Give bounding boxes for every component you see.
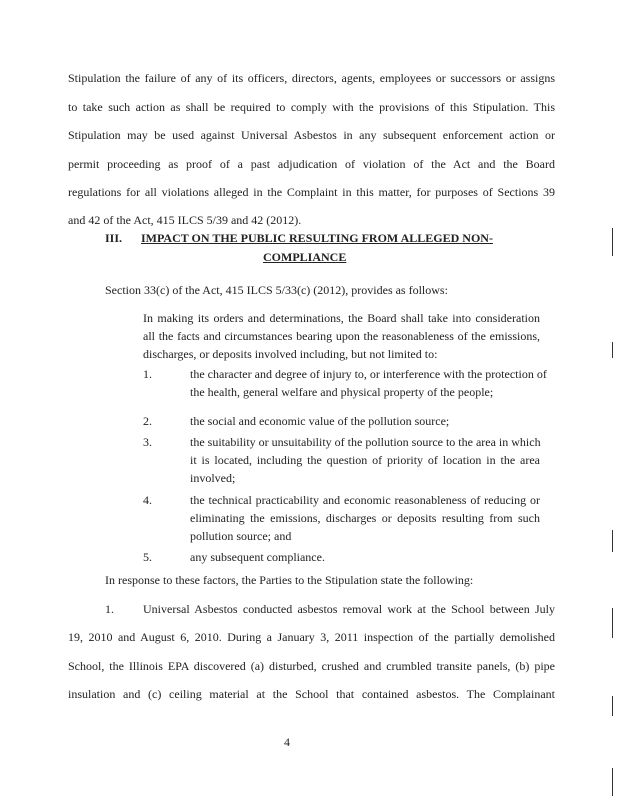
scan-artifact <box>612 530 613 552</box>
item-number: 1. <box>105 602 114 616</box>
body-line: Stipulation the failure of any of its officers, directors, agents, employees or successors or assigns <box>68 71 555 85</box>
quote-line: discharges, or deposits involved including, but not limited to: <box>143 347 438 361</box>
factor-number: 4. <box>143 493 152 507</box>
factor-line: the character and degree of injury to, or interference with the protection of <box>190 367 547 381</box>
quote-line: all the facts and circumstances bearing upon the reasonableness of the emissions, <box>143 329 540 343</box>
intro-text: Section 33(c) of the Act, 415 ILCS 5/33(c) (2012), provides as follows: <box>105 283 448 297</box>
factor-number: 3. <box>143 435 152 449</box>
body-line: regulations for all violations alleged in the Complaint in this matter, for purposes of Sections 39 <box>68 185 555 199</box>
factor-line: the social and economic value of the pollution source; <box>190 414 450 428</box>
body-line: School, the Illinois EPA discovered (a) disturbed, crushed and crumbled transite panels, (b) pipe <box>68 659 555 673</box>
body-line: to take such action as shall be required to comply with the provisions of this Stipulation. This <box>68 100 555 114</box>
page-number: 4 <box>284 735 290 749</box>
factor-line: it is located, including the question of priority of location in the area <box>190 453 540 467</box>
factor-line: eliminating the emissions, discharges or deposits resulting from such <box>190 511 540 525</box>
scan-artifact <box>612 608 613 638</box>
factor-line: pollution source; and <box>190 529 292 543</box>
body-line: Universal Asbestos conducted asbestos removal work at the School between July <box>143 602 555 616</box>
factor-number: 2. <box>143 414 152 428</box>
body-line: and 42 of the Act, 415 ILCS 5/39 and 42 (2012). <box>68 213 302 227</box>
factor-line: the suitability or unsuitability of the pollution source to the area in which <box>190 435 541 449</box>
factor-line: the health, general welfare and physical property of the people; <box>190 385 494 399</box>
body-line: 19, 2010 and August 6, 2010. During a January 3, 2011 inspection of the partially demolished <box>68 630 555 644</box>
scan-artifact <box>612 342 613 358</box>
section-number: III. <box>105 231 123 245</box>
factor-line: any subsequent compliance. <box>190 550 325 564</box>
factor-line: involved; <box>190 471 236 485</box>
quote-line: In making its orders and determinations, the Board shall take into consideration <box>143 311 540 325</box>
section-heading: COMPLIANCE <box>263 250 347 264</box>
factor-number: 5. <box>143 550 152 564</box>
section-heading: IMPACT ON THE PUBLIC RESULTING FROM ALLEGED NON- <box>141 231 493 245</box>
scan-artifact <box>612 696 613 716</box>
body-line: permit proceeding as proof of a past adjudication of violation of the Act and the Board <box>68 157 555 171</box>
factor-number: 1. <box>143 367 152 381</box>
scan-artifact <box>612 768 613 796</box>
body-line: Stipulation may be used against Universal Asbestos in any subsequent enforcement action or <box>68 128 555 142</box>
scan-artifact <box>612 228 613 256</box>
response-text: In response to these factors, the Parties to the Stipulation state the following: <box>105 573 474 587</box>
body-line: insulation and (c) ceiling material at the School that contained asbestos. The Complainant <box>68 687 555 701</box>
factor-line: the technical practicability and economic reasonableness of reducing or <box>190 493 540 507</box>
